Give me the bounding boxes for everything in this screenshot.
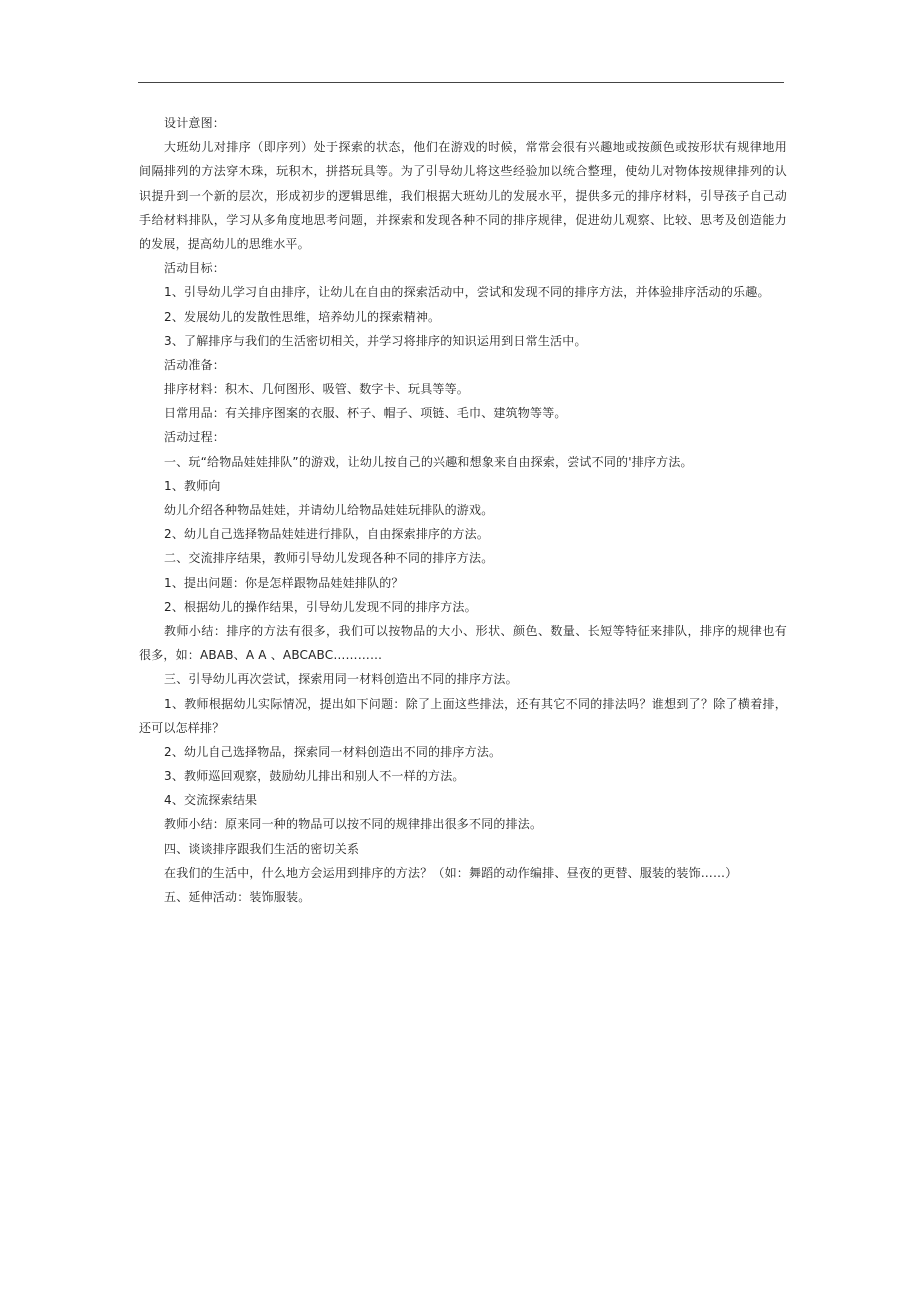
text-line: 教师小结：原来同一种的物品可以按不同的规律排出很多不同的排法。 bbox=[164, 817, 543, 832]
text-line: 二、交流排序结果，教师引导幼儿发现各种不同的排序方法。 bbox=[164, 551, 494, 566]
text-line: 教师小结：排序的方法有很多，我们可以按物品的大小、形状、颜色、数量、长短等特征来排队，排序的规律也有 bbox=[164, 623, 787, 638]
document-body bbox=[139, 111, 787, 909]
text-line: 很多，如：ABAB、A A 、ABCABC………… bbox=[139, 648, 383, 663]
text-line: 活动准备： bbox=[164, 357, 226, 372]
text-line: 幼儿介绍各种物品娃娃，并请幼儿给物品娃娃玩排队的游戏。 bbox=[164, 503, 494, 517]
text-line: 日常用品：有关排序图案的衣服、杯子、帽子、项链、毛巾、建筑物等等。 bbox=[164, 406, 567, 421]
text-line: 1、教师向 bbox=[164, 478, 221, 493]
text-line: 大班幼儿对排序（即序列）处于探索的状态，他们在游戏的时候，常常会很有兴趣地或按颜色或按形状有规律地用 bbox=[164, 140, 787, 155]
text-line: 在我们的生活中，什么地方会运用到排序的方法？（如：舞蹈的动作编排、昼夜的更替、服装的装饰……） bbox=[164, 865, 738, 880]
text-line: 排序材料：积木、几何图形、吸管、数字卡、玩具等等。 bbox=[164, 382, 470, 397]
text-line: 1、提出问题：你是怎样跟物品娃娃排队的？ bbox=[164, 575, 404, 590]
text-line: 2、幼儿自己选择物品娃娃进行排队，自由探索排序的方法。 bbox=[164, 527, 490, 542]
text-line: 设计意图： bbox=[164, 116, 226, 130]
text-line: 3、教师巡回观察，鼓励幼儿排出和别人不一样的方法。 bbox=[164, 769, 465, 784]
text-line: 三、引导幼儿再次尝试，探索用同一材料创造出不同的排序方法。 bbox=[164, 672, 518, 687]
text-line: 还可以怎样排？ bbox=[139, 720, 225, 735]
text-line: 2、发展幼儿的发散性思维，培养幼儿的探索精神。 bbox=[164, 309, 441, 324]
header-rule bbox=[138, 82, 784, 83]
text-line: 识提升到一个新的层次，形成初步的逻辑思维，我们根据大班幼儿的发展水平，提供多元的排序材料，引导孩子自己动 bbox=[139, 188, 787, 203]
text-line: 的发展，提高幼儿的思维水平。 bbox=[139, 236, 310, 251]
text-line: 手给材料排队，学习从多角度地思考问题，并探索和发现各种不同的排序规律，促进幼儿观察、比较、思考及创造能力 bbox=[139, 212, 787, 227]
text-line: 2、幼儿自己选择物品，探索同一材料创造出不同的排序方法。 bbox=[164, 744, 502, 759]
text-line: 五、延伸活动：装饰服装。 bbox=[164, 890, 311, 904]
text-line: 活动过程： bbox=[164, 430, 226, 445]
text-line: 2、根据幼儿的操作结果，引导幼儿发现不同的排序方法。 bbox=[164, 599, 477, 614]
text-line: 1、教师根据幼儿实际情况，提出如下问题：除了上面这些排法，还有其它不同的排法吗？谁想到了？除了横着排， bbox=[164, 696, 787, 711]
text-line: 1、引导幼儿学习自由排序，让幼儿在自由的探索活动中，尝试和发现不同的排序方法，并体验排序活动的乐趣。 bbox=[164, 285, 770, 300]
text-line: 四、谈谈排序跟我们生活的密切关系 bbox=[164, 841, 360, 856]
text-line: 活动目标： bbox=[164, 261, 226, 276]
text-line: 间隔排列的方法穿木珠，玩积木，拼搭玩具等。为了引导幼儿将这些经验加以统合整理，使幼儿对物体按规律排列的认 bbox=[139, 164, 787, 179]
text-line: 3、了解排序与我们的生活密切相关，并学习将排序的知识运用到日常生活中。 bbox=[164, 333, 587, 348]
text-line: 4、交流探索结果 bbox=[164, 793, 258, 808]
text-line: 一、玩“给物品娃娃排队”的游戏，让幼儿按自己的兴趣和想象来自由探索，尝试不同的'排序方法。 bbox=[164, 454, 693, 469]
